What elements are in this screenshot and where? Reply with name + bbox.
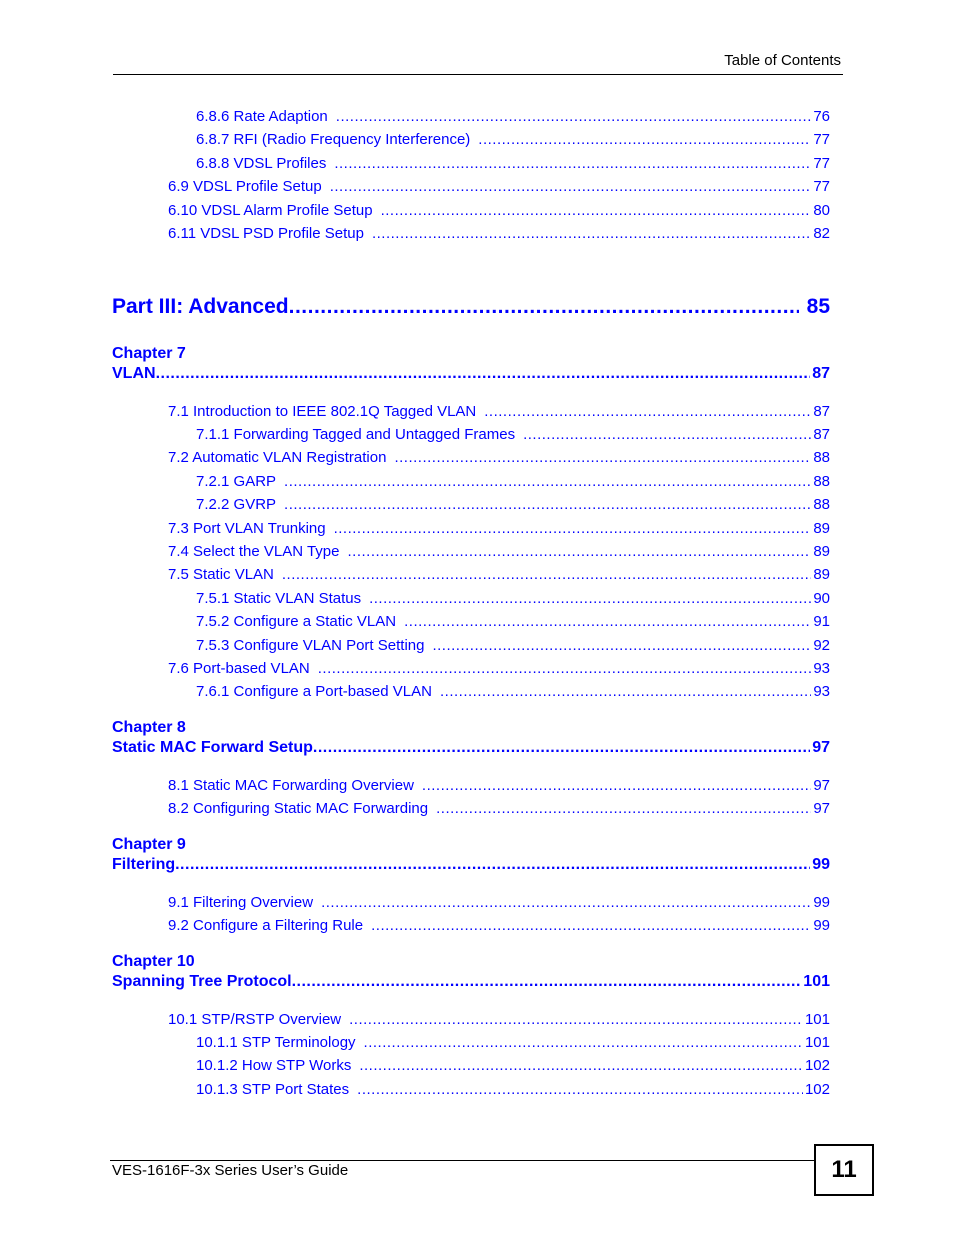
dot-leader	[284, 473, 811, 490]
toc-entry[interactable]	[168, 1011, 830, 1028]
header-title: Table of Contents	[724, 52, 841, 69]
toc-entry-page: 89	[813, 566, 830, 583]
dot-leader	[381, 202, 812, 219]
toc-entry-page: 87	[813, 426, 830, 443]
toc-entry[interactable]	[196, 613, 830, 630]
dot-leader	[348, 543, 812, 560]
page-number: 11	[831, 1156, 857, 1183]
chapter-title: Spanning Tree Protocol	[112, 973, 292, 990]
toc-entry[interactable]	[168, 566, 830, 583]
chapter-number: Chapter 10	[112, 953, 195, 970]
toc-entry-label: 10.1.2 How STP Works	[196, 1057, 352, 1074]
dot-leader	[289, 295, 799, 319]
dot-leader	[369, 590, 811, 607]
chapter-number: Chapter 9	[112, 836, 186, 853]
footer-guide-title: VES-1616F-3x Series User’s Guide	[112, 1162, 349, 1179]
toc-entry[interactable]	[168, 543, 830, 560]
toc-chapter-entry[interactable]	[112, 365, 830, 383]
dot-leader	[318, 660, 812, 677]
toc-entry[interactable]	[168, 894, 830, 911]
chapter-page: 101	[803, 973, 830, 990]
chapter-page: 87	[812, 365, 830, 382]
chapter-page: 99	[812, 856, 830, 873]
toc-entry-label: 10.1.3 STP Port States	[196, 1081, 350, 1098]
toc-entry-page: 77	[813, 155, 830, 172]
toc-entry[interactable]	[196, 637, 830, 654]
toc-entry-label: 7.4 Select the VLAN Type	[168, 543, 340, 560]
toc-entry-label: 8.2 Configuring Static MAC Forwarding	[168, 800, 429, 817]
toc-entry-label: 6.8.8 VDSL Profiles	[196, 155, 327, 172]
toc-entry-page: 77	[813, 178, 830, 195]
toc-entry[interactable]	[196, 1034, 830, 1051]
toc-entry[interactable]	[168, 917, 830, 934]
dot-leader	[336, 108, 812, 125]
part-page: 85	[806, 295, 830, 318]
toc-entry[interactable]	[196, 1057, 830, 1074]
toc-entry[interactable]	[196, 683, 830, 700]
chapter-title: Filtering	[112, 856, 176, 873]
dot-leader	[364, 1034, 803, 1051]
toc-entry[interactable]	[168, 800, 830, 817]
toc-entry[interactable]	[168, 225, 830, 242]
toc-entry-page: 90	[813, 590, 830, 607]
toc-entry-label: 9.1 Filtering Overview	[168, 894, 314, 911]
dot-leader	[284, 496, 811, 513]
toc-entry[interactable]	[196, 590, 830, 607]
toc-entry-label: 6.11 VDSL PSD Profile Setup	[168, 225, 364, 242]
toc-entry-label: 7.3 Port VLAN Trunking	[168, 520, 326, 537]
dot-leader	[484, 403, 811, 420]
toc-chapter-entry[interactable]	[112, 973, 830, 991]
chapter-page: 97	[812, 739, 830, 756]
toc-entry-page: 80	[813, 202, 830, 219]
toc-entry-label: 7.2.1 GARP	[196, 473, 277, 490]
dot-leader	[422, 777, 811, 794]
dot-leader	[478, 131, 811, 148]
dot-leader	[372, 225, 811, 242]
toc-entry-page: 93	[813, 660, 830, 677]
toc-entry-label: 7.2.2 GVRP	[196, 496, 277, 513]
toc-entry-page: 93	[813, 683, 830, 700]
dot-leader	[432, 637, 811, 654]
toc-entry-page: 99	[813, 894, 830, 911]
dot-leader	[357, 1081, 803, 1098]
toc-entry-label: 10.1 STP/RSTP Overview	[168, 1011, 342, 1028]
toc-entry-page: 101	[804, 1011, 830, 1028]
toc-entry-page: 102	[804, 1081, 830, 1098]
dot-leader	[330, 178, 812, 195]
toc-part-entry[interactable]	[112, 295, 830, 319]
toc-entry-label: 7.6 Port-based VLAN	[168, 660, 310, 677]
toc-chapter-entry[interactable]	[112, 856, 830, 874]
dot-leader	[349, 1011, 803, 1028]
toc-entry[interactable]	[196, 426, 830, 443]
dot-leader	[523, 426, 811, 443]
dot-leader	[282, 566, 811, 583]
toc-entry-page: 76	[813, 108, 830, 125]
dot-leader	[175, 856, 810, 874]
toc-entry[interactable]	[196, 473, 830, 490]
toc-chapter-entry[interactable]	[112, 739, 830, 757]
toc-entry-page: 102	[804, 1057, 830, 1074]
toc-entry-label: 7.6.1 Configure a Port-based VLAN	[196, 683, 432, 700]
toc-entry-label: 6.10 VDSL Alarm Profile Setup	[168, 202, 373, 219]
toc-entry-label: 7.1 Introduction to IEEE 802.1Q Tagged VLAN	[168, 403, 477, 420]
toc-entry-page: 88	[813, 473, 830, 490]
toc-entry-label: 7.5.3 Configure VLAN Port Setting	[196, 637, 425, 654]
toc-entry-page: 97	[813, 777, 830, 794]
chapter-title: VLAN	[112, 365, 156, 382]
part-title: Part III: Advanced	[112, 295, 289, 318]
toc-entry-label: 9.2 Configure a Filtering Rule	[168, 917, 364, 934]
dot-leader	[334, 155, 811, 172]
dot-leader	[371, 917, 811, 934]
toc-entry[interactable]	[168, 660, 830, 677]
toc-entry-page: 97	[813, 800, 830, 817]
dot-leader	[394, 449, 811, 466]
toc-entry-label: 6.9 VDSL Profile Setup	[168, 178, 322, 195]
toc-entry-page: 92	[813, 637, 830, 654]
footer-divider	[110, 1160, 815, 1161]
toc-entry-label: 7.1.1 Forwarding Tagged and Untagged Frames	[196, 426, 516, 443]
toc-entry-label: 7.2 Automatic VLAN Registration	[168, 449, 387, 466]
dot-leader	[436, 800, 811, 817]
chapter-number: Chapter 8	[112, 719, 186, 736]
toc-entry-label: 10.1.1 STP Terminology	[196, 1034, 356, 1051]
toc-entry[interactable]	[168, 403, 830, 420]
toc-entry-page: 89	[813, 543, 830, 560]
dot-leader	[440, 683, 811, 700]
toc-entry-label: 6.8.7 RFI (Radio Frequency Interference)	[196, 131, 471, 148]
toc-entry-page: 82	[813, 225, 830, 242]
toc-entry[interactable]	[196, 155, 830, 172]
toc-entry-page: 88	[813, 496, 830, 513]
dot-leader	[292, 973, 802, 991]
dot-leader	[313, 739, 810, 757]
toc-entry[interactable]	[168, 178, 830, 195]
toc-entry-label: 7.5 Static VLAN	[168, 566, 274, 583]
dot-leader	[404, 613, 811, 630]
toc-entry-page: 77	[813, 131, 830, 148]
toc-entry[interactable]	[168, 449, 830, 466]
dot-leader	[321, 894, 811, 911]
toc-entry-label: 8.1 Static MAC Forwarding Overview	[168, 777, 414, 794]
toc-entry-page: 87	[813, 403, 830, 420]
toc-entry[interactable]	[196, 1081, 830, 1098]
chapter-title: Static MAC Forward Setup	[112, 739, 313, 756]
toc-entry[interactable]	[196, 131, 830, 148]
toc-entry[interactable]	[168, 520, 830, 537]
toc-entry-page: 101	[804, 1034, 830, 1051]
toc-entry-label: 7.5.2 Configure a Static VLAN	[196, 613, 397, 630]
dot-leader	[334, 520, 812, 537]
dot-leader	[156, 365, 811, 383]
toc-entry[interactable]	[196, 108, 830, 125]
toc-entry-page: 89	[813, 520, 830, 537]
toc-entry-page: 99	[813, 917, 830, 934]
toc-entry-label: 7.5.1 Static VLAN Status	[196, 590, 362, 607]
toc-entry[interactable]	[168, 777, 830, 794]
dot-leader	[359, 1057, 803, 1074]
toc-entry-page: 88	[813, 449, 830, 466]
chapter-number: Chapter 7	[112, 345, 186, 362]
toc-entry-label: 6.8.6 Rate Adaption	[196, 108, 328, 125]
page-number-box	[814, 1144, 874, 1196]
toc-entry[interactable]	[168, 202, 830, 219]
toc-entry-page: 91	[813, 613, 830, 630]
toc-entry[interactable]	[196, 496, 830, 513]
